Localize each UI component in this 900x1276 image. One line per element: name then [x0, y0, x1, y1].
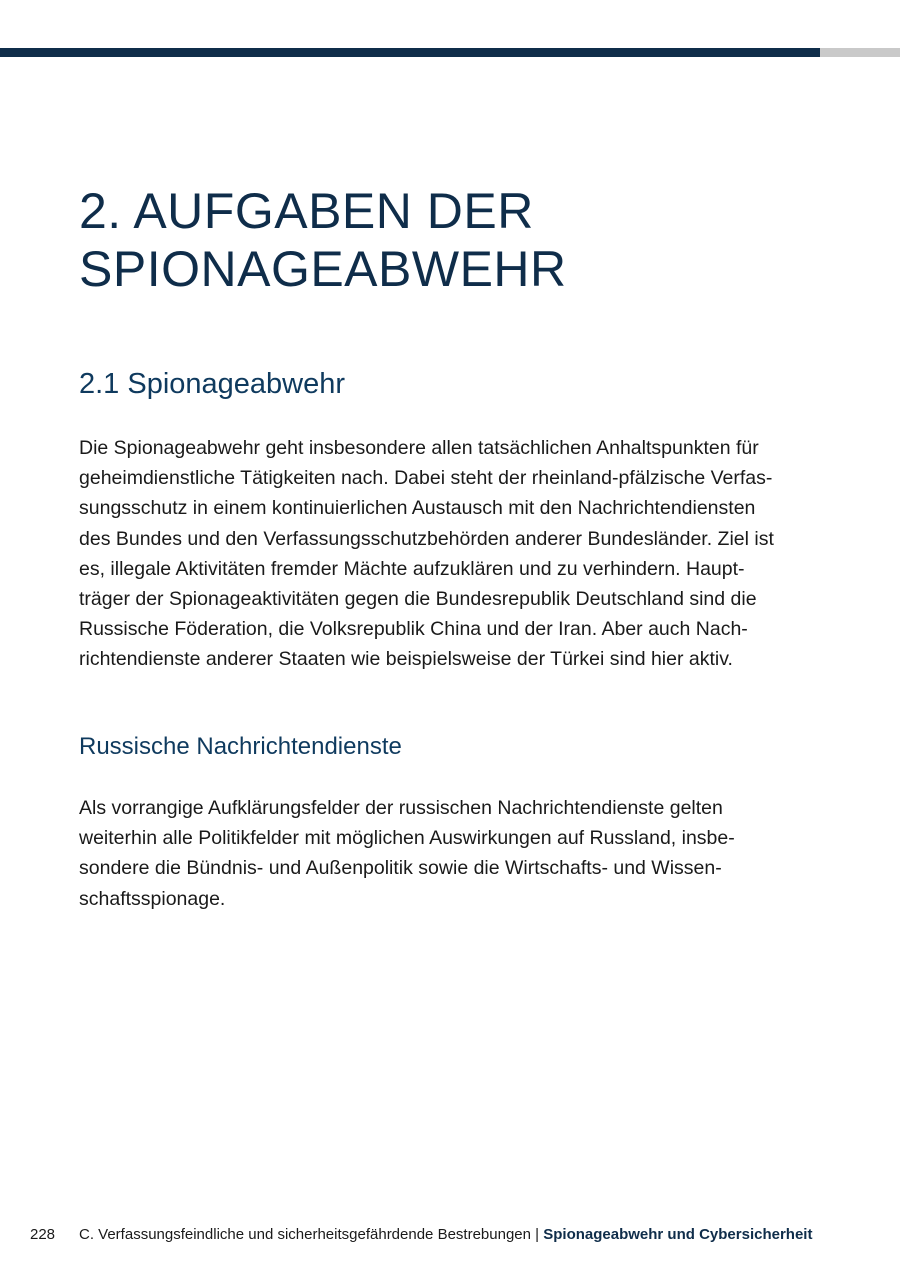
footer-chapter-text: C. Verfassungsfeindliche und sicherheitsgefährdende Bestrebungen	[79, 1226, 531, 1243]
header-rule	[0, 48, 900, 57]
subsection-title: Russische Nachrichtendienste	[79, 733, 402, 760]
paragraph-line: schaftsspionage.	[79, 887, 226, 910]
paragraph-line: weiterhin alle Politikfelder mit möglichen Auswirkungen auf Russland, insbe-	[79, 827, 735, 850]
paragraph-line: sungsschutz in einem kontinuierlichen Austausch mit den Nachrichtendiensten	[79, 497, 756, 520]
page-footer	[0, 1224, 900, 1246]
subsection-paragraph	[79, 793, 819, 914]
paragraph-line: es, illegale Aktivitäten fremder Mächte aufzuklären und zu verhindern. Haupt-	[79, 557, 745, 580]
chapter-title	[79, 182, 839, 298]
paragraph-line: träger der Spionageaktivitäten gegen die Bundesrepublik Deutschland sind die	[79, 588, 757, 611]
paragraph-line: Die Spionageabwehr geht insbesondere allen tatsächlichen Anhaltspunkten für	[79, 437, 759, 459]
section-title: 2.1 Spionageabwehr	[79, 368, 346, 400]
chapter-title-line: SPIONAGEABWEHR	[79, 241, 567, 297]
paragraph-line: geheimdienstliche Tätigkeiten nach. Dabei steht der rheinland-pfälzische Verfas-	[79, 467, 773, 490]
paragraph-line: des Bundes und den Verfassungsschutzbehörden anderer Bundesländer. Ziel ist	[79, 527, 774, 550]
footer-chapter-name: Spionageabwehr und Cybersicherheit	[543, 1226, 813, 1243]
paragraph-line: sondere die Bündnis- und Außenpolitik sowie die Wirtschafts- und Wissen-	[79, 857, 722, 880]
paragraph-line: richtendienste anderer Staaten wie beispielsweise der Türkei sind hier aktiv.	[79, 648, 733, 671]
footer-separator: |	[535, 1226, 540, 1243]
page-number: 228	[30, 1226, 56, 1243]
header-rule-dark-segment	[0, 48, 820, 57]
chapter-title-line: 2. AUFGABEN DER	[79, 183, 534, 239]
header-rule-light-segment	[820, 48, 900, 57]
paragraph-line: Als vorrangige Aufklärungsfelder der russischen Nachrichtendienste gelten	[79, 797, 723, 819]
section-paragraph	[79, 433, 819, 675]
footer-running-title	[79, 1224, 812, 1246]
paragraph-line: Russische Föderation, die Volksrepublik China und der Iran. Aber auch Nach-	[79, 618, 748, 641]
